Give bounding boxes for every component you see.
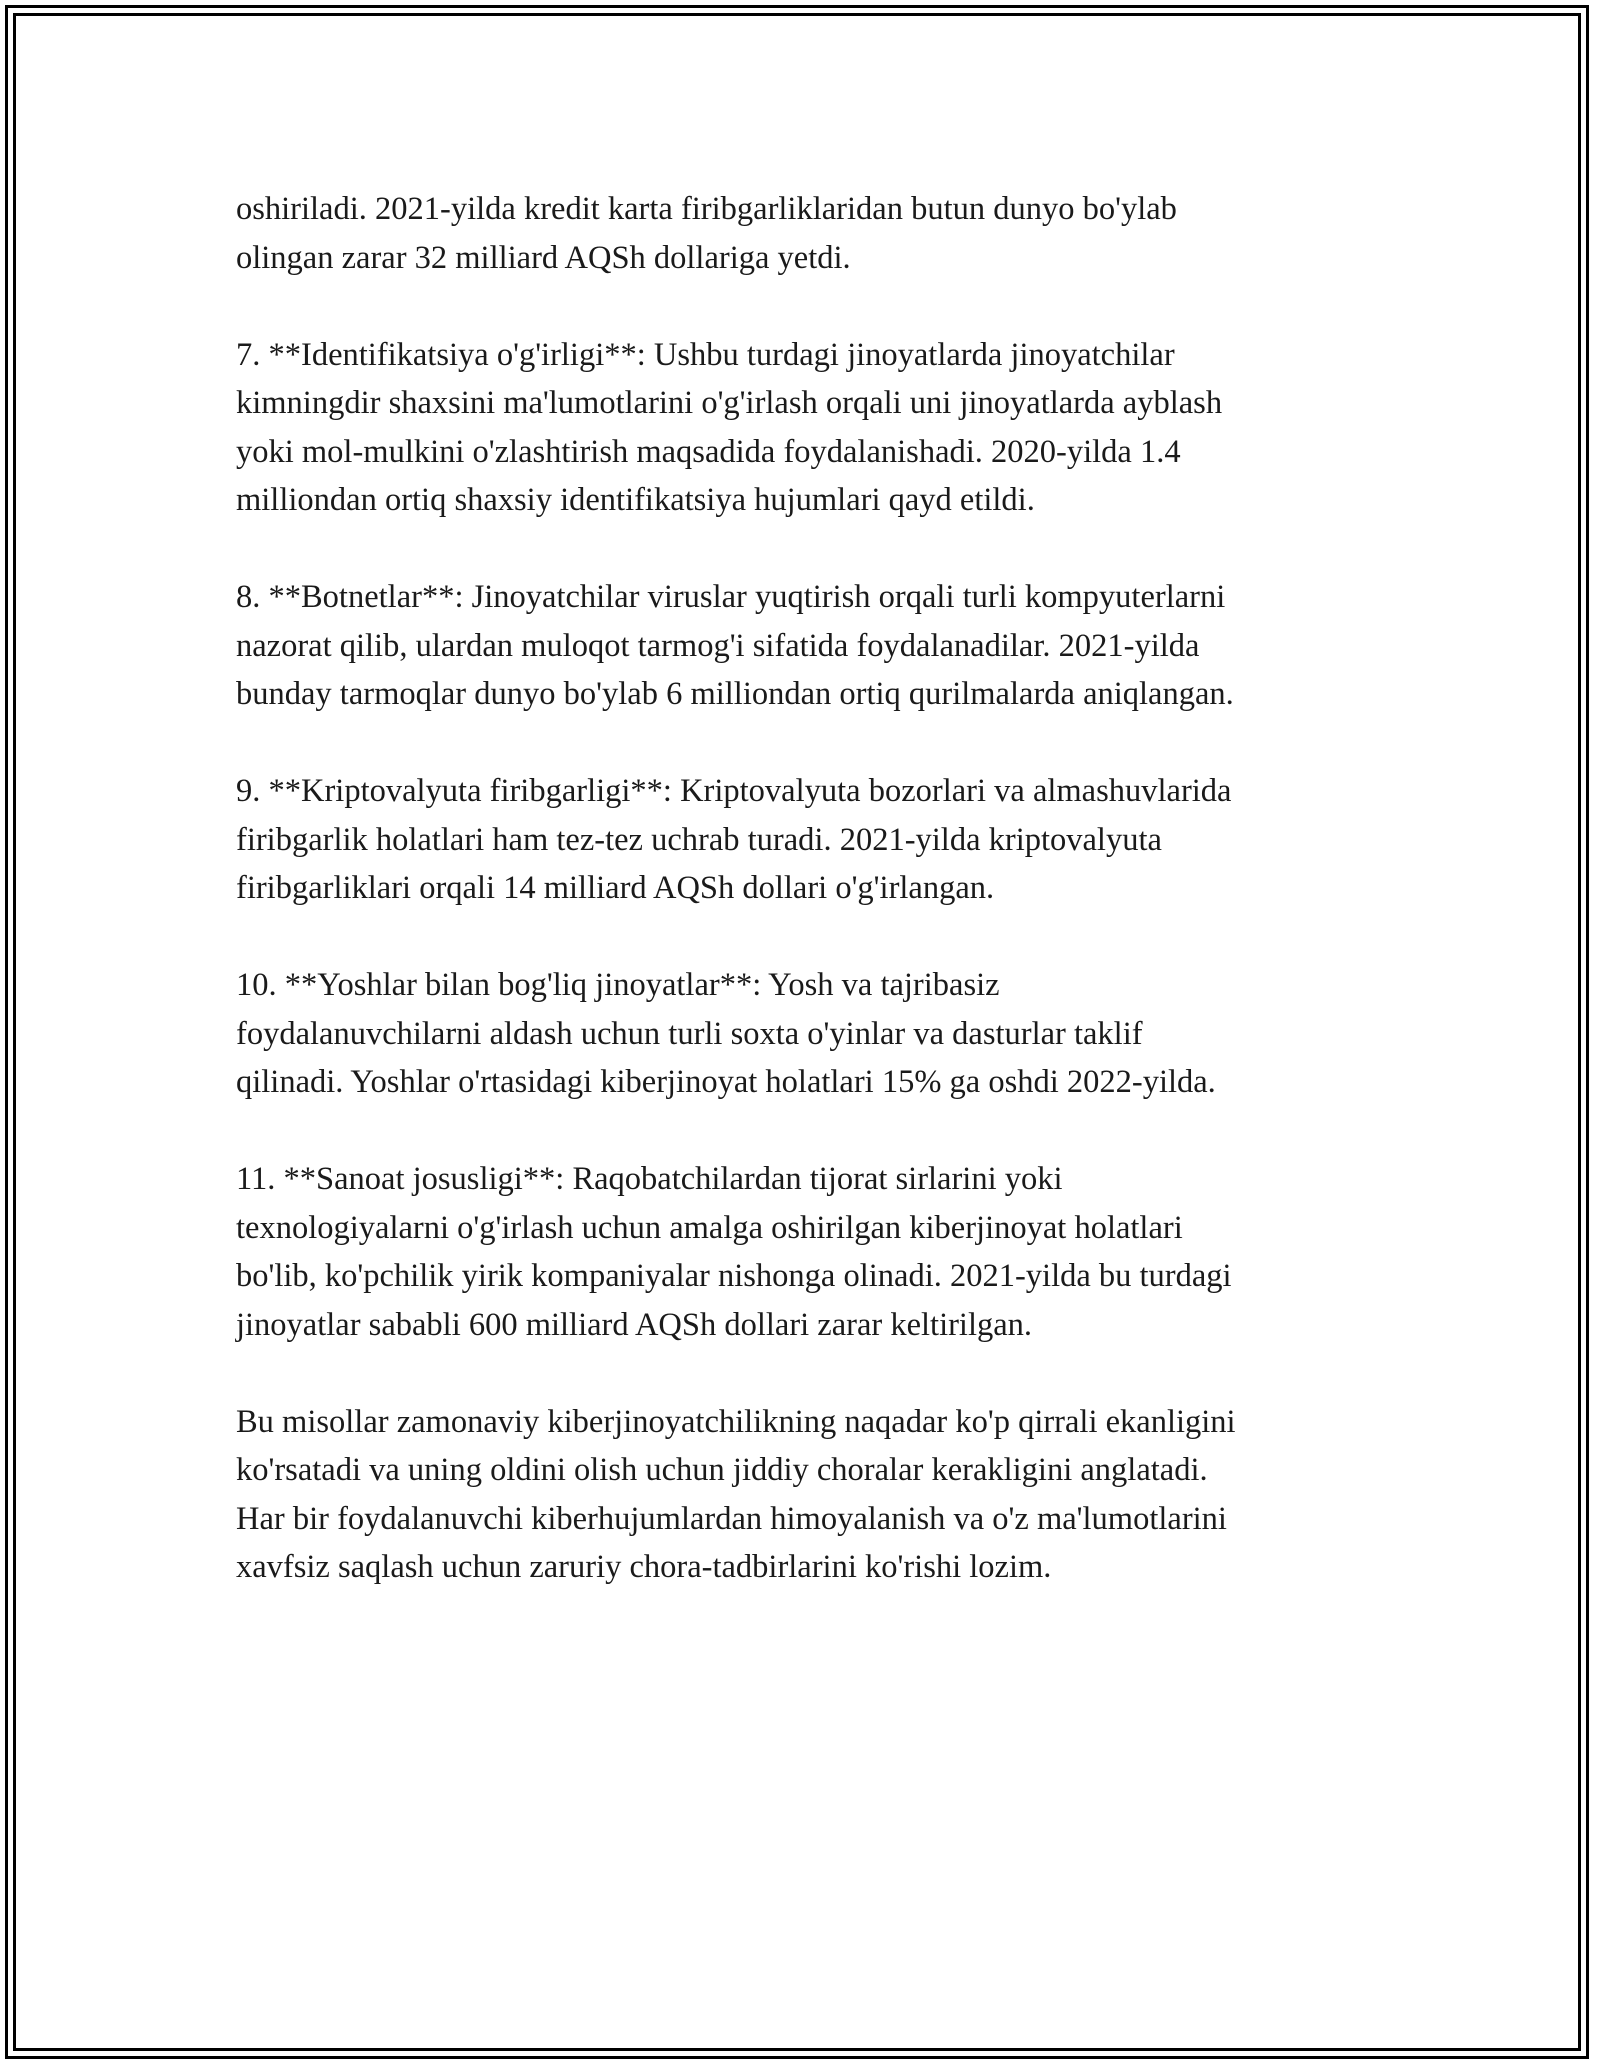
text-line: bo'lib, ko'pchilik yirik kompaniyalar nishonga olinadi. 2021-yilda bu turdagi <box>236 1258 1232 1294</box>
text-line: Bu misollar zamonaviy kiberjinoyatchilikning naqadar ko'p qirrali ekanligini <box>236 1403 1236 1440</box>
text-line: yoki mol-mulkini o'zlashtirish maqsadida foydalanishadi. 2020-yilda 1.4 <box>236 433 1181 470</box>
document-body <box>236 185 1396 1640</box>
text-line: qilinadi. Yoshlar o'rtasidagi kiberjinoyat holatlari 15% ga oshdi 2022-yilda. <box>236 1064 1216 1100</box>
text-line: foydalanuvchilarni aldash uchun turli soxta o'yinlar va dasturlar taklif <box>236 1015 1143 1052</box>
text-line: 9. **Kriptovalyuta firibgarligi**: Kriptovalyuta bozorlari va almashuvlarida <box>236 773 1232 809</box>
text-line: olingan zarar 32 milliard AQSh dollariga yetdi. <box>236 239 851 276</box>
paragraph-item-7 <box>236 331 1396 525</box>
text-line: milliondan ortiq shaxsiy identifikatsiya hujumlari qayd etildi. <box>236 482 1035 518</box>
text-line: 10. **Yoshlar bilan bog'liq jinoyatlar**: Yosh va tajribasiz <box>236 967 1000 1003</box>
text-line: 8. **Botnetlar**: Jinoyatchilar viruslar yuqtirish orqali turli kompyuterlarni <box>236 579 1226 615</box>
text-line: ko'rsatadi va uning oldini olish uchun jiddiy choralar kerakligini anglatadi. <box>236 1452 1208 1488</box>
text-line: oshiriladi. 2021-yilda kredit karta firibgarliklaridan butun dunyo bo'ylab <box>236 191 1177 227</box>
text-line: firibgarlik holatlari ham tez-tez uchrab turadi. 2021-yilda kriptovalyuta <box>236 821 1162 858</box>
text-line: texnologiyalarni o'g'irlash uchun amalga oshirilgan kiberjinoyat holatlari <box>236 1209 1183 1246</box>
text-line: 7. **Identifikatsiya o'g'irligi**: Ushbu turdagi jinoyatlarda jinoyatchilar <box>236 336 1175 373</box>
paragraph-item-11 <box>236 1155 1396 1349</box>
text-line: 11. **Sanoat josusligi**: Raqobatchilardan tijorat sirlarini yoki <box>236 1161 1063 1197</box>
text-line: firibgarliklari orqali 14 milliard AQSh dollari o'g'irlangan. <box>236 870 995 906</box>
text-line: xavfsiz saqlash uchun zaruriy chora-tadbirlarini ko'rishi lozim. <box>236 1549 1052 1585</box>
text-line: nazorat qilib, ulardan muloqot tarmog'i sifatida foydalanadilar. 2021-yilda <box>236 627 1200 664</box>
text-line: kimningdir shaxsini ma'lumotlarini o'g'irlash orqali uni jinoyatlarda ayblash <box>236 385 1223 421</box>
paragraph-continuation <box>236 185 1396 282</box>
paragraph-item-10 <box>236 961 1396 1107</box>
paragraph-item-9 <box>236 767 1396 913</box>
text-line: bunday tarmoqlar dunyo bo'ylab 6 milliondan ortiq qurilmalarda aniqlangan. <box>236 676 1234 712</box>
text-line: jinoyatlar sababli 600 milliard AQSh dollari zarar keltirilgan. <box>236 1306 1033 1343</box>
paragraph-item-8 <box>236 573 1396 719</box>
text-line: Har bir foydalanuvchi kiberhujumlardan himoyalanish va o'z ma'lumotlarini <box>236 1500 1227 1537</box>
paragraph-conclusion <box>236 1398 1396 1592</box>
